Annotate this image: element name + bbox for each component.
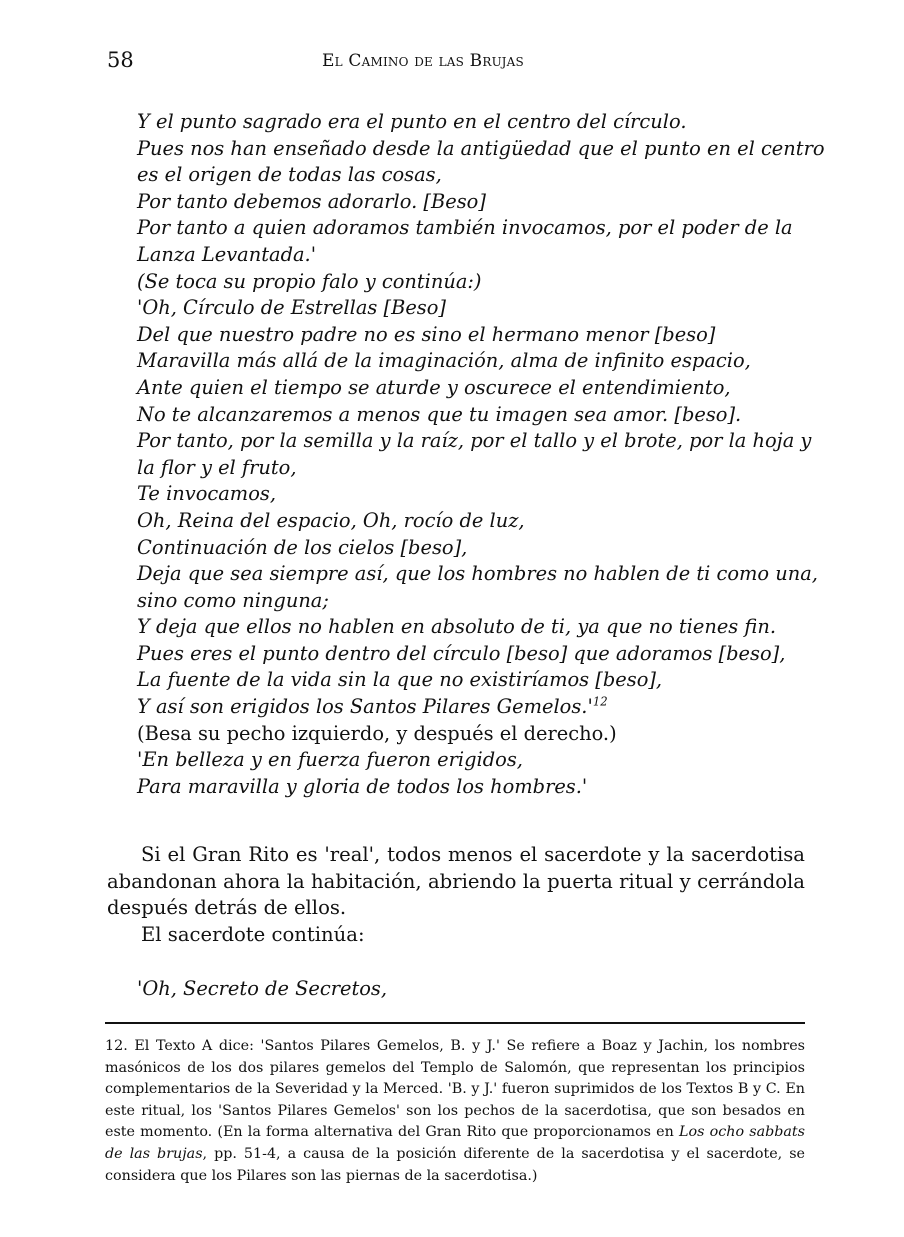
verse-line: Por tanto, por la semilla y la raíz, por el tallo y el brote, por la hoja y <box>137 429 812 453</box>
running-title: El Camino de las Brujas <box>322 51 524 71</box>
verse-line-with-footnote <box>137 694 809 721</box>
verse-line: Te invocamos, <box>137 482 276 506</box>
footnote-divider <box>105 1022 805 1024</box>
footnote-reference: 12 <box>592 694 608 709</box>
verse-line: Del que nuestro padre no es sino el hermano menor [beso] <box>137 322 716 346</box>
verse-line: es el origen de todas las cosas, <box>137 163 442 187</box>
verse-line-text: Y así son erigidos los Santos Pilares Gemelos.' <box>137 695 593 719</box>
verse-line: No te alcanzaremos a menos que tu imagen sea amor. [beso]. <box>137 402 742 426</box>
page-header <box>107 48 804 76</box>
footnote-text-end: , pp. 51-4, a causa de la posición diferente de la sacerdotisa y el sacerdote, se considera que los Pilares son las piernas de la sacerdotisa.) <box>105 1145 805 1184</box>
verse-line: La fuente de la vida sin la que no existiríamos [beso], <box>137 668 663 692</box>
stage-direction: (Besa su pecho izquierdo, y después el derecho.) <box>137 721 617 745</box>
page-number: 58 <box>107 48 134 72</box>
footnote-text: 12. El Texto A dice: 'Santos Pilares Gemelos, B. y J.' Se refiere a Boaz y Jachin, los nombres masónicos de los dos pilares gemelos del Templo de Salomón, que representan los principios complementarios de la Severidad y la Merced. 'B. y J.' fueron suprimidos de los Textos B y C. En este ritual, los 'Santos Pilares Gemelos' son los pechos de la sacerdotisa, que son besados en este momento. (En la forma alternativa del Gran Rito que proporcionamos en <box>105 1038 805 1141</box>
verse-line: sino como ninguna; <box>137 588 329 612</box>
verse-line-closing: 'Oh, Secreto de Secretos, <box>137 977 388 1000</box>
verse-line: Maravilla más allá de la imaginación, alma de infinito espacio, <box>137 349 751 373</box>
verse-line: Pues nos han enseñado desde la antigüedad que el punto en el centro <box>137 136 825 160</box>
ritual-verse <box>137 109 825 800</box>
verse-line: Lanza Levantada.' <box>137 242 317 266</box>
verse-line: (Se toca su propio falo y continúa:) <box>137 269 482 293</box>
body-paragraph: El sacerdote continúa: <box>141 922 365 946</box>
verse-line: Pues eres el punto dentro del círculo [beso] que adoramos [beso], <box>137 641 786 665</box>
verse-line: Deja que sea siempre así, que los hombres no hablen de ti como una, <box>137 562 818 586</box>
body-text <box>107 842 805 948</box>
verse-line: Y el punto sagrado era el punto en el centro del círculo. <box>137 110 687 133</box>
verse-line: Y deja que ellos no hablen en absoluto de ti, ya que no tienes fin. <box>137 615 777 639</box>
verse-line: Por tanto debemos adorarlo. [Beso] <box>137 189 486 213</box>
verse-line: Ante quien el tiempo se aturde y oscurece el entendimiento, <box>137 375 731 399</box>
verse-line: Por tanto a quien adoramos también invocamos, por el poder de la <box>137 216 793 240</box>
verse-line: Continuación de los cielos [beso], <box>137 535 468 559</box>
book-title: Los ocho sabbats de las brujas <box>105 1124 806 1162</box>
footnote-12 <box>105 1036 805 1187</box>
verse-line: 'En belleza y en fuerza fueron erigidos, <box>137 748 523 772</box>
verse-line: Oh, Reina del espacio, Oh, rocío de luz, <box>137 508 525 532</box>
body-paragraph: Si el Gran Rito es 'real', todos menos el sacerdote y la sacerdotisa abandonan ahora la habitación, abriendo la puerta ritual y cerrándola después detrás de ellos. <box>107 843 805 919</box>
verse-line: la flor y el fruto, <box>137 455 297 479</box>
verse-line: 'Oh, Círculo de Estrellas [Beso] <box>137 296 446 320</box>
verse-line: Para maravilla y gloria de todos los hombres.' <box>137 774 588 798</box>
